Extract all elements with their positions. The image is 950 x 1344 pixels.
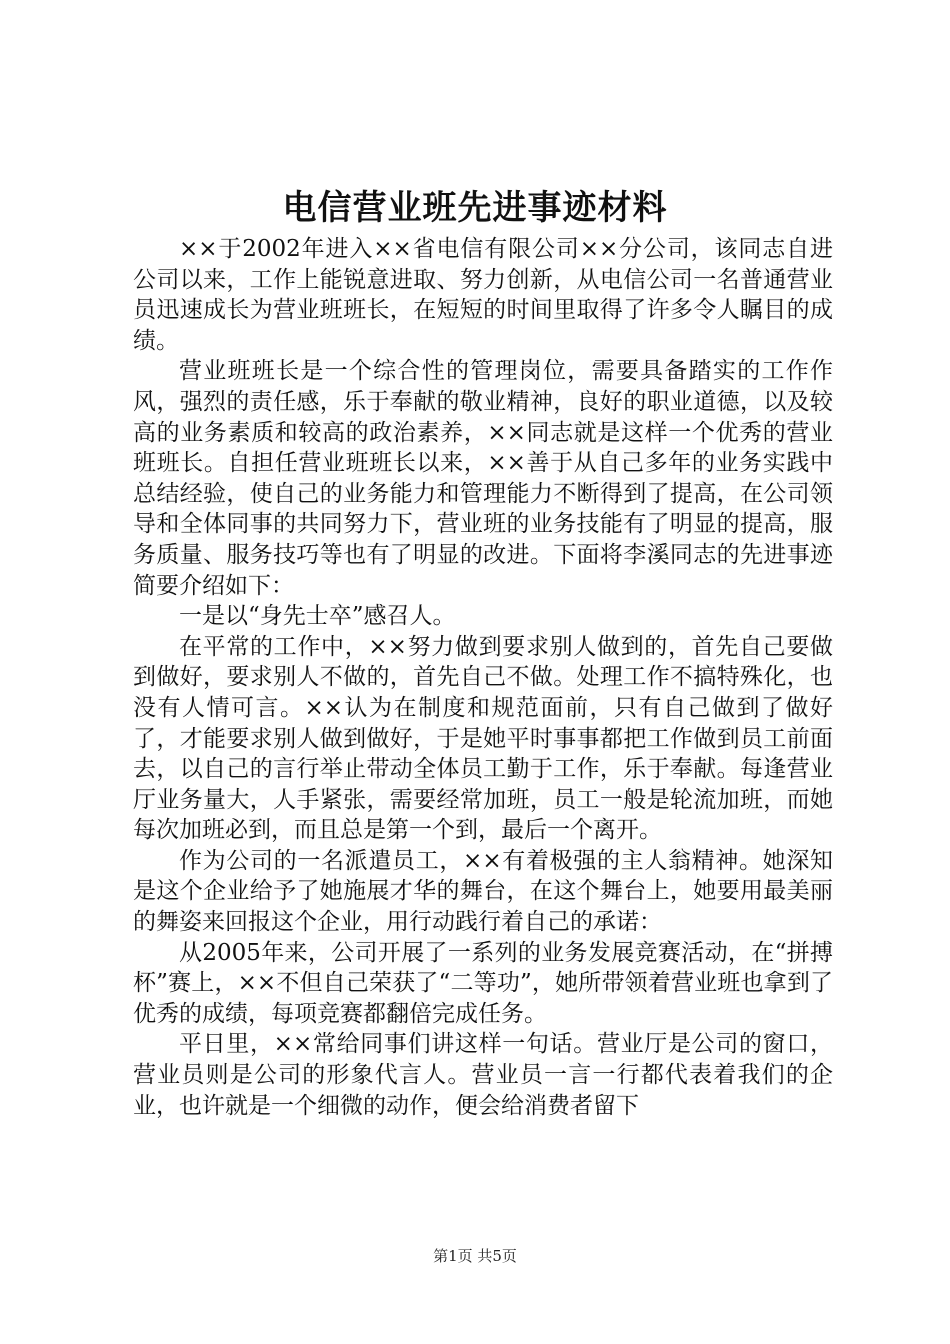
document-body	[133, 234, 833, 1121]
paragraph: ××于2002年进入××省电信有限公司××分公司，该同志自进公司以来，工作上能锐意进取、努力创新，从电信公司一名普通营业员迅速成长为营业班班长，在短短的时间里取得了许多令人瞩目的成绩。	[133, 236, 833, 354]
page-footer: 第1页 共5页	[433, 1247, 517, 1265]
paragraph: 在平常的工作中，××努力做到要求别人做到的，首先自己要做到做好，要求别人不做的，首先自己不做。处理工作不搞特殊化，也没有人情可言。××认为在制度和规范面前，只有自己做到了做好了，才能要求别人做到做好，于是她平时事事都把工作做到员工前面去，以自己的言行举止带动全体员工勤于工作，乐于奉献。每逢营业厅业务量大，人手紧张，需要经常加班，员工一般是轮流加班，而她每次加班必到，而且总是第一个到，最后一个离开。	[133, 633, 833, 844]
paragraph: 作为公司的一名派遣员工，××有着极强的主人翁精神。她深知是这个企业给予了她施展才华的舞台，在这个舞台上，她要用最美丽的舞姿来回报这个企业，用行动践行着自己的承诺：	[133, 847, 833, 936]
paragraph: 营业班班长是一个综合性的管理岗位，需要具备踏实的工作作风，强烈的责任感，乐于奉献的敬业精神，良好的职业道德，以及较高的业务素质和较高的政治素养，××同志就是这样一个优秀的营业班班长。自担任营业班班长以来，××善于从自己多年的业务实践中总结经验，使自己的业务能力和管理能力不断得到了提高，在公司领导和全体同事的共同努力下，营业班的业务技能有了明显的提高，服务质量、服务技巧等也有了明显的改进。下面将李溪同志的先进事迹简要介绍如下：	[133, 358, 833, 599]
paragraph: 从2005年来，公司开展了一系列的业务发展竞赛活动，在“拼搏杯”赛上，××不但自己荣获了“二等功”，她所带领着营业班也拿到了优秀的成绩，每项竞赛都翻倍完成任务。	[133, 939, 833, 1027]
document-title: 电信营业班先进事迹材料	[282, 188, 668, 228]
paragraph: 平日里，××常给同事们讲这样一句话。营业厅是公司的窗口，营业员则是公司的形象代言人。营业员一言一行都代表着我们的企业，也许就是一个细微的动作，便会给消费者留下	[133, 1031, 833, 1119]
paragraph: 一是以“身先士卒”感召人。	[179, 603, 456, 630]
